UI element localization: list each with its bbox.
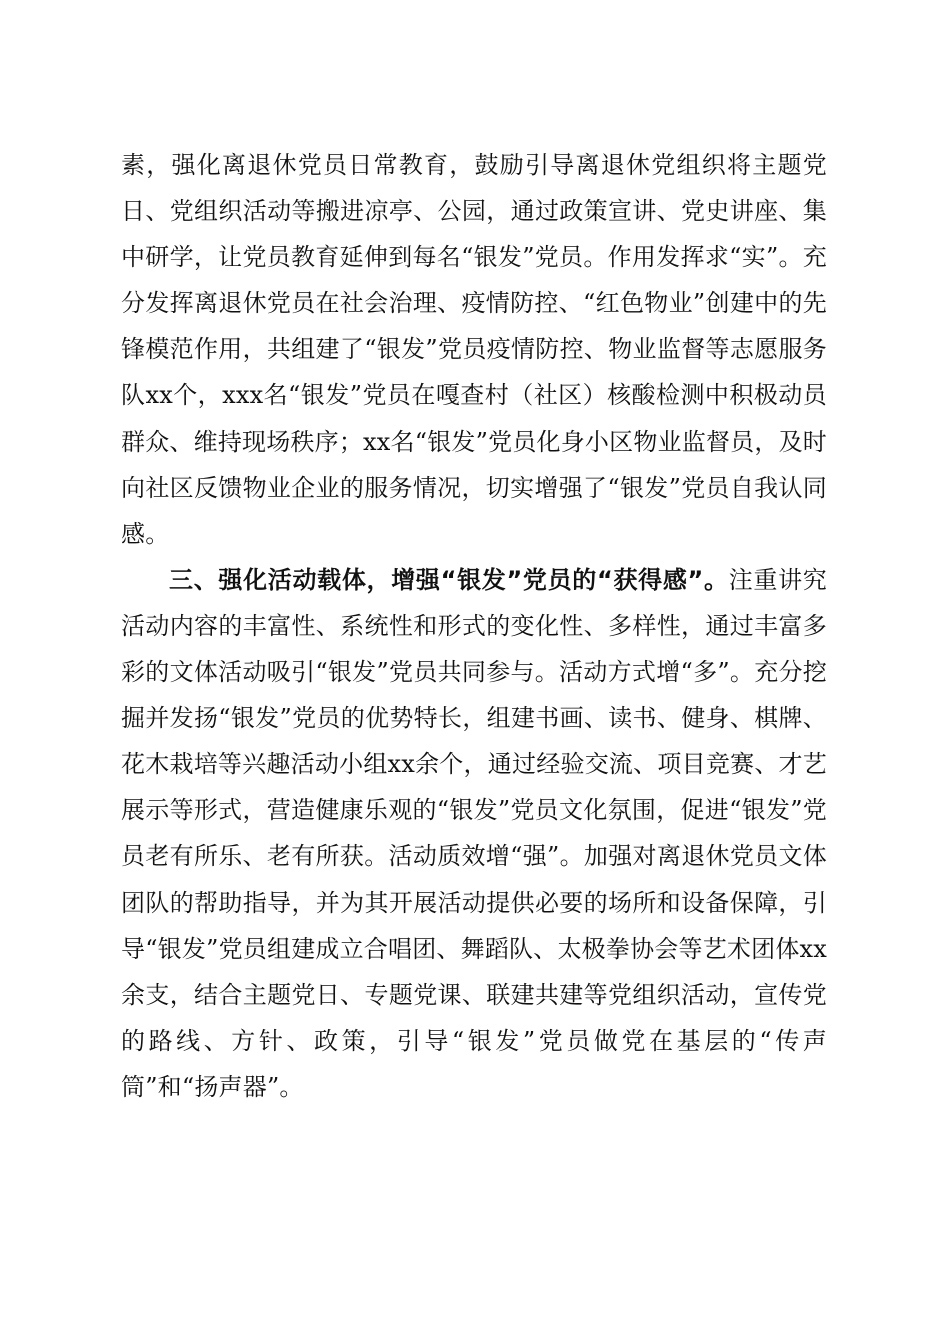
paragraph-continuation: 素，强化离退休党员日常教育，鼓励引导离退休党组织将主题党日、党组织活动等搬进凉亭、公园，通过政策宣讲、党史讲座、集中研学，让党员教育延伸到每名“银发”党员。作用发挥求“实”。充分发挥离退休党员在社会治理、疫情防控、“红色物业”创建中的先锋模范作用，共组建了“银发”党员疫情防控、物业监督等志愿服务队xx个，xxx名“银发”党员在嘎查村（社区）核酸检测中积极动员群众、维持现场秩序；xx名“银发”党员化身小区物业监督员，及时向社区反馈物业企业的服务情况，切实增强了“银发”党员自我认同感。 xyxy=(121,151,827,548)
document-body xyxy=(121,142,827,1110)
section-heading: 三、强化活动载体，增强“银发”党员的“获得感”。 xyxy=(169,565,729,594)
section-body: 注重讲究活动内容的丰富性、系统性和形式的变化性、多样性，通过丰富多彩的文体活动吸引“银发”党员共同参与。活动方式增“多”。充分挖掘并发扬“银发”党员的优势特长，组建书画、读书、健身、棋牌、花木栽培等兴趣活动小组xx余个，通过经验交流、项目竞赛、才艺展示等形式，营造健康乐观的“银发”党员文化氛围，促进“银发”党员老有所乐、老有所获。活动质效增“强”。加强对离退休党员文体团队的帮助指导，并为其开展活动提供必要的场所和设备保障，引导“银发”党员组建成立合唱团、舞蹈队、太极拳协会等艺术团体xx余支，结合主题党日、专题党课、联建共建等党组织活动，宣传党的路线、方针、政策，引导“银发”党员做党在基层的“传声筒”和“扬声器”。 xyxy=(121,565,827,1101)
paragraph-section-three xyxy=(121,557,827,1110)
